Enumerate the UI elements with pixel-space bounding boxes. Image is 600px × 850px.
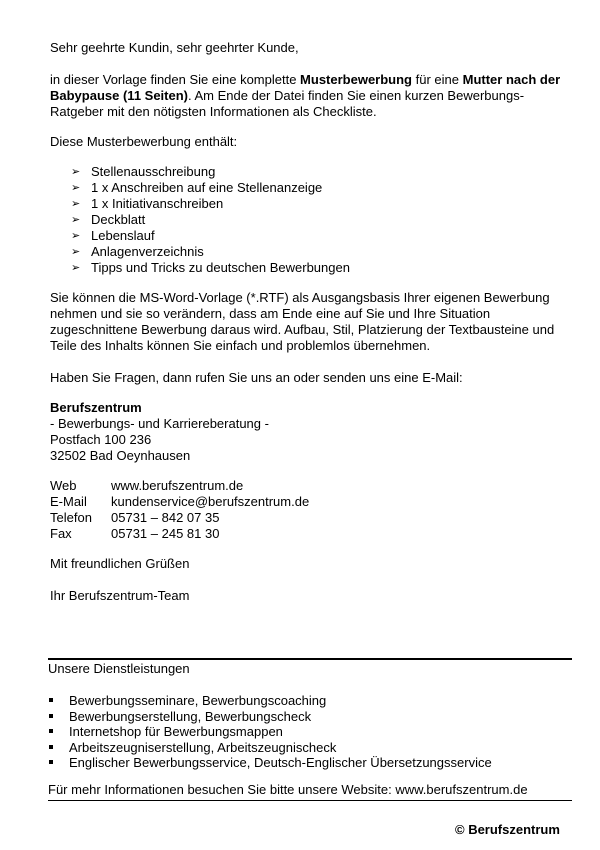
arrow-bullet-icon: ➢ <box>71 262 81 274</box>
arrow-bullet-icon: ➢ <box>71 214 81 226</box>
closing-regards: Mit freundlichen Grüßen <box>50 556 190 571</box>
list-item: Englischer Bewerbungsservice, Deutsch-Englischer Übersetzungsservice <box>49 755 572 771</box>
list-item: ➢ 1 x Initiativanschreiben <box>71 196 224 211</box>
intro-text-1: in dieser Vorlage finden Sie eine komplette <box>50 72 301 87</box>
arrow-bullet-icon: ➢ <box>71 198 81 210</box>
list-item: ➢ Anlagenverzeichnis <box>71 244 204 259</box>
square-bullet-icon <box>49 729 53 733</box>
website-line: Für mehr Informationen besuchen Sie bitte unsere Website: www.berufszentrum.de <box>48 781 528 797</box>
intro-text-2: für eine <box>412 72 463 87</box>
contact-row-phone: Telefon 05731 – 842 07 35 <box>50 510 220 525</box>
list-item: ➢ Lebenslauf <box>71 228 155 243</box>
greeting: Sehr geehrte Kundin, sehr geehrter Kunde, <box>50 40 299 55</box>
square-bullet-icon <box>49 760 53 764</box>
contact-row-email: E-Mail kundenservice@berufszentrum.de <box>50 494 310 509</box>
questions-paragraph: Haben Sie Fragen, dann rufen Sie uns an oder senden uns eine E-Mail: <box>50 370 463 385</box>
letter-body <box>50 40 572 604</box>
list-item: Bewerbungserstellung, Bewerbungscheck <box>49 709 572 725</box>
list-item: ➢ Deckblatt <box>71 212 146 227</box>
contact-details <box>50 478 572 542</box>
company-postbox: Postfach 100 236 <box>50 432 152 447</box>
contact-row-web: Web www.berufszentrum.de <box>50 478 244 493</box>
square-bullet-icon <box>49 745 53 749</box>
list-item: Bewerbungsseminare, Bewerbungscoaching <box>49 693 572 709</box>
contents-heading: Diese Musterbewerbung enthält: <box>50 134 238 149</box>
intro-text-3: . Am Ende der Datei finden Sie einen kurzen Bewerbungs-Ratgeber mit den nötigsten Informationen als Checkliste. <box>50 88 525 119</box>
services-section <box>48 658 572 801</box>
arrow-bullet-icon: ➢ <box>71 166 81 178</box>
list-item: Internetshop für Bewerbungsmappen <box>49 724 572 740</box>
contents-list <box>50 164 572 276</box>
intro-paragraph <box>50 72 570 120</box>
list-item: Arbeitszeugniserstellung, Arbeitszeugnischeck <box>49 740 572 756</box>
list-item: ➢ Stellenausschreibung <box>71 164 216 179</box>
web-link[interactable]: www.berufszentrum.de <box>111 478 244 493</box>
company-name: Berufszentrum <box>50 400 142 415</box>
square-bullet-icon <box>49 714 53 718</box>
services-list <box>48 693 572 771</box>
list-item: ➢ Tipps und Tricks zu deutschen Bewerbungen <box>71 260 350 275</box>
list-item: ➢ 1 x Anschreiben auf eine Stellenanzeige <box>71 180 323 195</box>
company-tagline: - Bewerbungs- und Karriereberatung - <box>50 416 269 431</box>
services-title: Unsere Dienstleistungen <box>48 661 190 676</box>
intro-bold-2: Mutter nach der Babypause (11 Seiten) <box>50 72 561 103</box>
signature-team: Ihr Berufszentrum-Team <box>50 588 190 603</box>
usage-paragraph: Sie können die MS-Word-Vorlage (*.RTF) als Ausgangsbasis Ihrer eigenen Bewerbung nehmen und sie so verändern, dass am Ende eine auf Sie und Ihre Situation zugeschnittene Bewerbung daraus wird. Aufbau, Stil, Platzierung der Textbausteine und Teile des Inhalts können Sie einfach und problemlos übernehmen. <box>50 290 555 353</box>
arrow-bullet-icon: ➢ <box>71 246 81 258</box>
copyright-notice: © Berufszentrum <box>455 822 560 837</box>
arrow-bullet-icon: ➢ <box>71 230 81 242</box>
square-bullet-icon <box>49 698 53 702</box>
company-address <box>50 400 572 464</box>
fax-number: 05731 – 245 81 30 <box>111 526 220 541</box>
company-city: 32502 Bad Oeynhausen <box>50 448 191 463</box>
arrow-bullet-icon: ➢ <box>71 182 81 194</box>
email-link[interactable]: kundenservice@berufszentrum.de <box>111 494 310 509</box>
phone-number: 05731 – 842 07 35 <box>111 510 220 525</box>
contact-row-fax: Fax 05731 – 245 81 30 <box>50 526 220 541</box>
intro-bold-1: Musterbewerbung <box>300 72 413 87</box>
